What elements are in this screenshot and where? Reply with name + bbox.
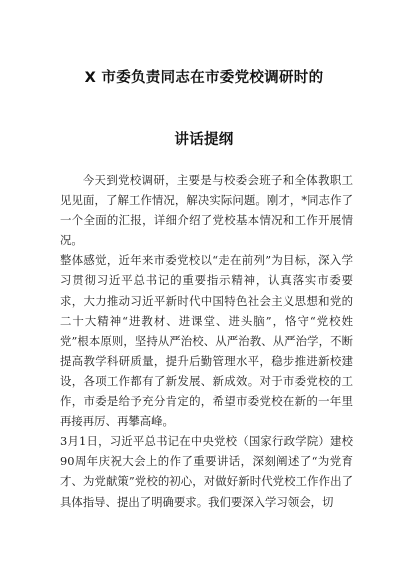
paragraph-march-speech: 3月1日，习近平总书记在中央党校（国家行政学院）建校90周年庆祝大会上的作了重要讲话，深刻阐述了“为党育才、为党献策”党校的初心，对做好新时代党校工作作出了具体指导、提出了明确要求。我们要深入学习领会，切 (60, 434, 353, 509)
paragraph-opening: 今天到党校调研，主要是与校委会班子和全体教职工见见面，了解工作情况，解决实际问题。刚才，*同志作了一个全面的汇报，详细介绍了党校基本情况和工作开展情况。 (60, 173, 353, 248)
paragraph-assessment: 整体感觉，近年来市委党校以“走在前列”为目标，深入学习贯彻习近平总书记的重要指示精神，认真落实市委要求，大力推动习近平新时代中国特色社会主义思想和党的二十大精神“进教材、进课堂、进头脑”，恪守“党校姓党”根本原则，坚持从严治校、从严治教、从严治学，不断提高教学科研质量，提升后勤管理水平，稳步推进新校建设，各项工作都有了新发展、新成效。对于市委党校的工作，市委是给予充分肯定的，希望市委党校在新的一年里再接再厉、再攀高峰。 (60, 253, 353, 429)
document-title-line-2: 讲话提纲 (174, 132, 234, 148)
document-body (60, 170, 353, 512)
document-title-line-1: X 市委负责同志在市委党校调研时的 (84, 70, 324, 86)
